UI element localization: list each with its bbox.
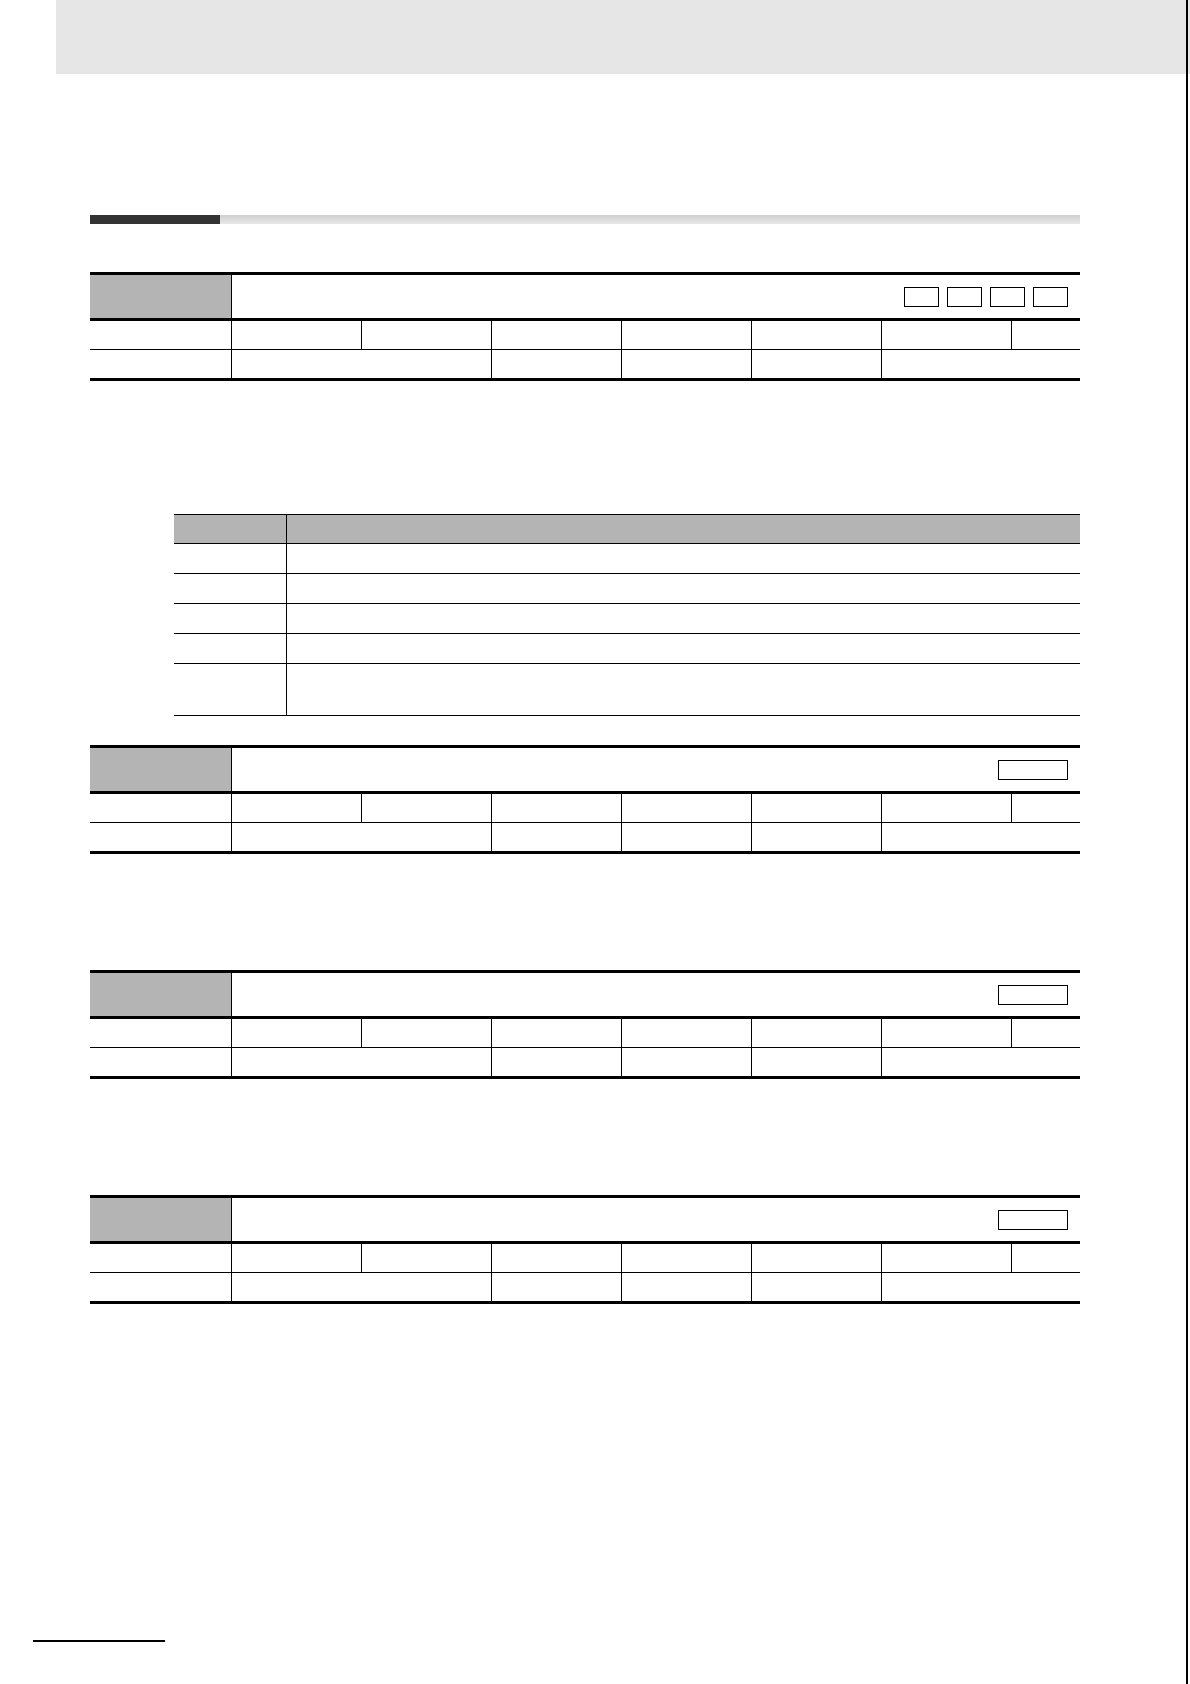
table-row [174,664,1080,716]
data-attribute-row [90,1273,1080,1304]
data-attribute-row [90,1048,1080,1079]
mode-box [990,287,1025,307]
explanation-header-row [174,515,1080,544]
parameter-number-cell [90,1198,232,1241]
mode-box [998,985,1068,1005]
setting-range-row [90,321,1080,350]
parameter-table-4 [90,1195,1080,1304]
table-cell [174,574,287,604]
explanation-table [174,514,1080,716]
parameter-number-cell [90,275,232,318]
section-heading-accent [90,215,220,224]
parameter-number-cell [90,973,232,1016]
control-mode-indicators [904,287,1068,307]
table-cell [287,544,1081,574]
data-attribute-row [90,350,1080,381]
table-row [174,634,1080,664]
setting-range-row [90,794,1080,823]
table-cell [287,664,1081,716]
table-cell [174,544,287,574]
footer-rule [33,1640,165,1642]
mode-box [904,287,939,307]
page-edge-rule [1186,0,1188,1684]
table-row [174,544,1080,574]
mode-box [947,287,982,307]
table-cell [174,604,287,634]
setting-range-row [90,1244,1080,1273]
parameter-title-row [90,970,1080,1019]
setting-range-row [90,1019,1080,1048]
table-header [287,515,1081,544]
parameter-title-row [90,272,1080,321]
table-cell [287,604,1081,634]
table-cell [174,634,287,664]
mode-box [1033,287,1068,307]
table-row [174,604,1080,634]
control-mode-indicators [998,760,1068,780]
table-cell [174,664,287,716]
mode-box [998,760,1068,780]
mode-box [998,1210,1068,1230]
page-header-band [56,0,1190,74]
control-mode-indicators [998,1210,1068,1230]
parameter-table-1 [90,272,1080,381]
parameter-number-cell [90,748,232,791]
table-header [174,515,287,544]
table-cell [287,574,1081,604]
control-mode-indicators [998,985,1068,1005]
data-attribute-row [90,823,1080,854]
section-heading-bar [90,215,1080,224]
parameter-table-2 [90,745,1080,854]
parameter-table-3 [90,970,1080,1079]
table-cell [287,634,1081,664]
table-row [174,574,1080,604]
parameter-title-row [90,745,1080,794]
parameter-title-row [90,1195,1080,1244]
